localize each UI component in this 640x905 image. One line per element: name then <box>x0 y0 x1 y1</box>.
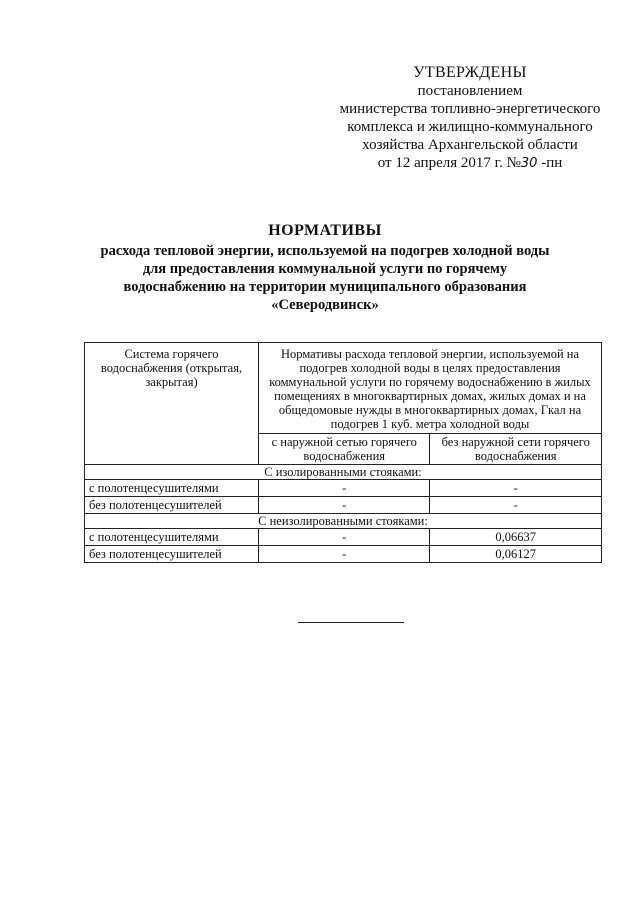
cell-without-network: - <box>430 480 602 497</box>
cell-with-network: - <box>259 529 430 546</box>
approval-date: от 12 апреля 2017 г. № <box>377 155 521 171</box>
header-without-network: без наружной сети горячего водоснабжения <box>430 434 602 465</box>
approval-number: 30 <box>520 156 538 171</box>
row-label: без полотенцесушителей <box>85 497 259 514</box>
table-row <box>85 529 602 546</box>
approval-block <box>320 64 620 173</box>
table-row <box>85 480 602 497</box>
row-label: без полотенцесушителей <box>85 546 259 563</box>
cell-with-network: - <box>259 497 430 514</box>
cell-with-network: - <box>259 480 430 497</box>
approval-title: УТВЕРЖДЕНЫ <box>413 64 527 81</box>
approval-date-line <box>320 154 620 173</box>
section-title: С неизолированными стояками: <box>85 514 602 529</box>
cell-without-network: 0,06637 <box>430 529 602 546</box>
approval-line: комплекса и жилищно-коммунального <box>347 119 593 135</box>
approval-line: постановлением <box>417 83 523 99</box>
table-section-row <box>85 465 602 480</box>
table-row <box>85 497 602 514</box>
row-label: с полотенцесушителями <box>85 529 259 546</box>
document-subtitle: расхода тепловой энергии, используемой на подогрев холодной воды для предоставления коммунальной услуги по горячему водоснабжению на территории муниципального образования «Северодвинск» <box>100 243 550 313</box>
document-title: НОРМАТИВЫ <box>268 222 382 239</box>
table-header-row <box>85 343 602 434</box>
row-label: с полотенцесушителями <box>85 480 259 497</box>
table-section-row <box>85 514 602 529</box>
norms-table <box>84 342 602 563</box>
cell-without-network: - <box>430 497 602 514</box>
approval-line: министерства топливно-энергетического <box>339 101 601 117</box>
header-norms: Нормативы расхода тепловой энергии, используемой на подогрев холодной воды в целях предоставления коммунальной услуги по горячему водоснабжению в жилых помещениях в многоквартирных домах, жилых домах и на общедомовые нужды в многоквартирных домах, Гкал на подогрев 1 куб. метра холодной воды <box>259 343 602 434</box>
cell-without-network: 0,06127 <box>430 546 602 563</box>
cell-with-network: - <box>259 546 430 563</box>
closing-rule <box>298 622 404 623</box>
document-heading <box>95 222 555 314</box>
approval-suffix: -пн <box>541 155 563 171</box>
section-title: С изолированными стояками: <box>85 465 602 480</box>
header-with-network: с наружной сетью горячего водоснабжения <box>259 434 430 465</box>
header-system: Система горячего водоснабжения (открытая, закрытая) <box>85 343 259 465</box>
table-row <box>85 546 602 563</box>
approval-line: хозяйства Архангельской области <box>362 137 578 153</box>
